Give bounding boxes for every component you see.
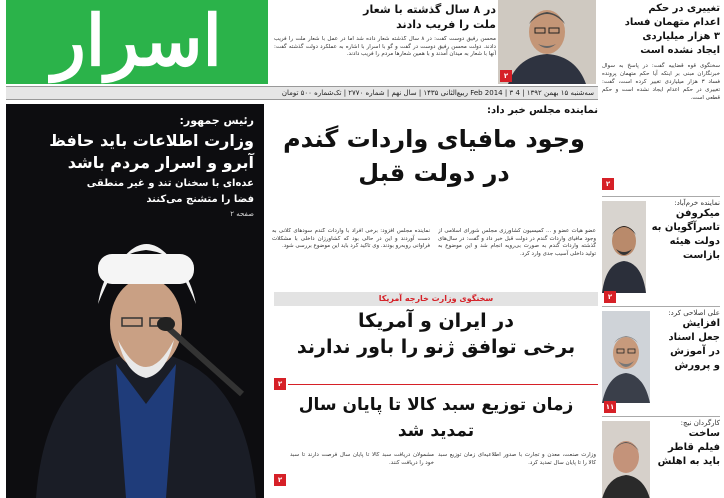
top-center-story[interactable] xyxy=(274,2,496,84)
top-center-photo xyxy=(498,0,596,84)
top-right-page-num: ۲ xyxy=(602,178,614,190)
hero-headline-1: وزارت اطلاعات باید حافظ xyxy=(49,131,254,150)
hero-headline-2: آبرو و اسرار مردم باشد xyxy=(67,153,254,172)
main-kicker: نماینده مجلس خبر داد: xyxy=(487,105,598,116)
hero-kicker: رئیس جمهور: xyxy=(179,114,254,127)
top-right-headline-1: تغییری در حکم xyxy=(648,3,720,14)
right-item-2-kicker: علی اصلاحی کرد: xyxy=(668,309,720,317)
main-headline-1: وجود مافیای واردات گندم xyxy=(283,125,585,153)
right-item-2-line-1: افزایش xyxy=(682,318,720,329)
story2-page-num: ۲ xyxy=(274,378,286,390)
right-item-2-line-2: جعل اسناد xyxy=(668,332,720,343)
top-center-body: محسن رفیق دوست گفت: در ۸ سال گذشته شعار داده شد اما در عمل با شعار ملت را فریب دادند. دولت محسن رفیق دوست در گفت و گو با اسرار با اشاره به عملکرد دولت گذشته گفت: آنها با شعار به میدان آمدند و با همین شعارها مردم را فریب دادند. xyxy=(274,36,496,57)
portrait-photo-icon xyxy=(602,311,650,403)
date-strip: سه‌شنبه ۱۵ بهمن ۱۳۹۲ | 4 Feb 2014 | ۳ ربیع‌الثانی ۱۴۳۵ | سال نهم | شماره ۲۷۷۰ | تک‌شماره ۵۰۰ تومان xyxy=(6,86,598,100)
top-right-headline-4: ایجاد نشده است xyxy=(640,45,720,56)
masthead xyxy=(6,0,268,84)
story2[interactable] xyxy=(274,308,598,390)
top-right-story[interactable] xyxy=(602,2,720,188)
right-item-1-page-num: ۲ xyxy=(604,291,616,303)
top-right-headline-3: ۳ هزار میلیاردی xyxy=(642,31,720,42)
right-item-1-kicker: نماینده خرم‌آباد: xyxy=(674,199,720,207)
right-item-2[interactable] xyxy=(602,306,720,412)
story2-headline-1: در ایران و آمریکا xyxy=(358,310,514,332)
hero-sub-1: عده‌ای با سخنان تند و غیر منطقی xyxy=(86,178,254,189)
right-item-2-photo xyxy=(602,311,650,403)
portrait-photo-icon xyxy=(602,421,650,498)
right-item-3-line-3: باید به اهلش xyxy=(657,456,720,467)
story3-body-left: مشمولان دریافت سبد کالا تا پایان سال فرصت دارند تا سبد خود را دریافت کنند. xyxy=(290,452,434,466)
main-headline-2: در دولت قبل xyxy=(358,159,510,187)
right-item-3-photo xyxy=(602,421,650,498)
right-item-3-line-2: فیلم قاطر xyxy=(668,442,720,453)
right-item-2-page-num: ۱۱ xyxy=(605,403,615,411)
right-item-1[interactable] xyxy=(602,196,720,302)
story3-page-num: ۲ xyxy=(274,474,286,486)
main-story[interactable] xyxy=(270,104,598,290)
top-center-page-num: ۲ xyxy=(500,70,512,82)
story3-body-right: وزارت صنعت، معدن و تجارت با صدور اطلاعیه‌ای زمان توزیع سبد کالا را تا پایان سال تمدید کرد. xyxy=(438,452,596,466)
story3-headline-1: زمان توزیع سبد کالا تا پایان سال xyxy=(298,395,574,415)
newspaper-logo: اسرار xyxy=(52,0,222,82)
right-item-2-line-3: در آموزش xyxy=(670,346,720,357)
hero-page-ref: صفحه ۲ xyxy=(230,210,254,218)
story2-headline-2: برخی توافق ژنو را باور ندارند xyxy=(296,336,576,358)
right-item-1-line-2: تاسرآگویان به xyxy=(651,222,720,233)
portrait-photo-icon xyxy=(498,0,596,84)
right-item-3[interactable] xyxy=(602,416,720,498)
right-item-1-line-3: دولت هیئه xyxy=(669,236,720,247)
top-right-body: سخنگوی قوه قضاییه گفت: در پاسخ به سوال خبرنگاران مبنی بر اینکه آیا حکم متهمان پرونده فساد ۳ هزار میلیاردی تغییر کرده است، گفت: تغییری در حکم اعدام ایجاد نشده است و حکم قطعی است. xyxy=(602,63,720,101)
right-item-1-photo xyxy=(602,201,646,293)
right-item-3-line-1: ساخت xyxy=(688,428,720,439)
main-body-left: نماینده مجلس افزود: برخی افراد با واردات گندم سودهای کلانی به دست آوردند و این در حالی بود که کشاورزان داخلی با مشکلات فراوانی روبه‌رو بودند. وی تاکید کرد باید این موضوع بررسی شود. xyxy=(272,228,430,249)
story3[interactable] xyxy=(274,392,598,488)
right-item-3-kicker: کارگردان نیچ: xyxy=(680,419,720,427)
right-item-1-line-4: بازاست xyxy=(682,250,720,261)
top-center-headline-1: در ۸ سال گذشته با شعار xyxy=(363,3,496,16)
story2-kicker: سخنگوی وزارت خارجه آمریکا xyxy=(378,294,494,303)
story2-kicker-bar xyxy=(274,292,598,306)
right-item-1-line-1: میکروفن xyxy=(675,208,720,219)
top-center-headline-2: ملت را فریب دادند xyxy=(396,18,496,31)
right-item-2-line-4: و پرورش xyxy=(674,360,720,371)
hero-sub-2: فضا را متشنج می‌کنند xyxy=(146,194,254,205)
top-right-headline-2: اعدام متهمان فساد xyxy=(624,17,720,28)
portrait-photo-icon xyxy=(602,201,646,293)
main-body-right: عضو هیات عضو و ... کمیسیون کشاورزی مجلس شورای اسلامی از وجود مافیای واردات گندم در دولت قبل خبر داد و گفت: در سال‌های گذشته واردات گندم به صورت بی‌رویه انجام شد و این موضوع به تولید داخلی آسیب جدی وارد کرد. xyxy=(438,228,596,257)
story2-rule xyxy=(288,384,598,385)
story3-headline-2: تمدید شد xyxy=(397,421,475,441)
hero-panel[interactable] xyxy=(6,104,264,498)
